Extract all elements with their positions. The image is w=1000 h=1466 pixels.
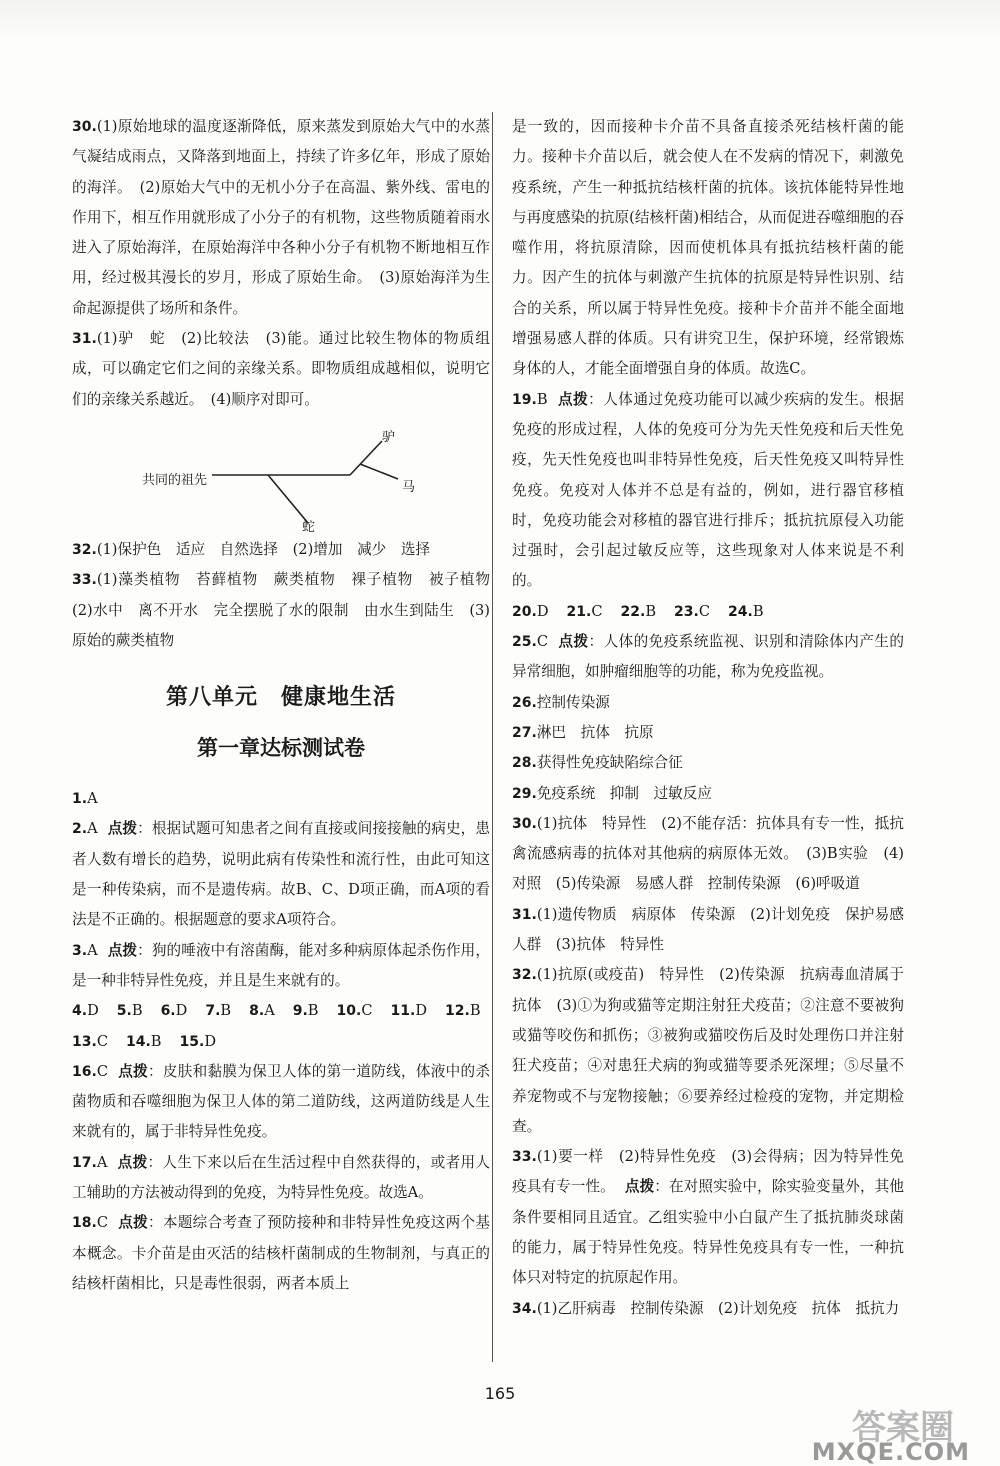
scan-edge (0, 0, 1000, 40)
answer-cell: 11.D (390, 1002, 428, 1020)
answer-cell: 7.B (205, 1002, 232, 1020)
answer-item: 18.C 点拨：本题综合考查了预防接种和非特异性免疫这两个基本概念。卡介苗是由灭活的结核杆菌制成的生物制剂，与真正的结核杆菌相比，只是毒性很弱，两者本质上 (72, 1214, 490, 1292)
tree-root-label: 共同的祖先 (142, 472, 208, 488)
answer-cell: 8.A (249, 1002, 275, 1020)
answer-cell: 9.B (292, 1002, 319, 1020)
answer-cell: 5.B (116, 1002, 143, 1020)
answer-cell: 12.B (445, 1002, 481, 1020)
tree-branch-a (350, 441, 382, 475)
tree-branch-b (360, 464, 398, 479)
answer-item: 26.控制传染源 (512, 693, 610, 711)
answer-item: 27.淋巴 抗体 抗原 (512, 723, 654, 741)
answer-item: 2.A 点拨：根据试题可知患者之间有直接或间接接触的病史，患者人数有增长的趋势，说明此病有传染性和流行性，由此可知这是一种传染病，而不是遗传病。故B、C、D项正确，而A项的看法是不正确的。根据题意的要求A项符合。 (72, 820, 490, 929)
answer-item: 17.A 点拨：人生下来以后在生活过程中自然获得的，或者用人工辅助的方法被动得到的免疫，为特异性免疫。故选A。 (72, 1153, 490, 1202)
answer-item: 33.(1)藻类植物 苔藓植物 蕨类植物 裸子植物 被子植物 (2)水中 离不开水 完全摆脱了水的限制 由水生到陆生 (3)原始的蕨类植物 (72, 571, 505, 649)
answer-item: 1.A (72, 790, 98, 808)
tree-lines (72, 419, 490, 529)
answer-item: 19.B 点拨：人体通过免疫功能可以减少疾病的发生。根据免疫的形成过程，人体的免疫可分为先天性免疫和后天性免疫，先天性免疫也叫非特异性免疫，后天性免疫又叫特异性免疫。免疫对人体并不总是有益的，例如，进行器官移植时，免疫功能会对移植的器官进行排斥；抵抗抗原侵入功能过强时，会引起过敏反应等，这些现象对人体来说是不利的。 (512, 390, 904, 590)
answer-item: 25.C 点拨：人体的免疫系统监视、识别和清除体内产生的异常细胞，如肿瘤细胞等的功能，称为免疫监视。 (512, 633, 904, 681)
answer-cell: 20.D (512, 602, 549, 620)
watermark-url: MXQE.COM (811, 1438, 970, 1466)
answer-item: 31.(1)驴 蛇 (2)比较法 (3)能。通过比较生物体的物质组成，可以确定它们之间的亲缘关系。即物质组成越相似，说明它们的亲缘关系越近。 (4)顺序对即可。 (72, 330, 490, 408)
answer-item: 29.免疫系统 抑制 过敏反应 (512, 784, 712, 802)
answer-cell: 4.D (72, 1002, 99, 1020)
tree-label-c: 蛇 (302, 519, 316, 535)
answer-item-continued: 是一致的，因而接种卡介苗不具备直接杀死结核杆菌的能力。接种卡介苗以后，就会使人在不发病的情况下，刺激免疫系统，产生一种抵抗结核杆菌的抗体。该抗体能特异性地与再度感染的抗原(结核杆菌)相结合，从而促进吞噬细胞的吞噬作用，将抗原清除，因而使机体具有抵抗结核杆菌的能力。因产生的抗体与刺激产生抗体的抗原是特异性识别、结合的关系，所以属于特异性免疫。接种卡介苗并不能全面地增强易感人群的体质。只有讲究卫生，保护环境，经常锻炼身体的人，才能全面增强自身的体质。故选C。 (512, 118, 904, 378)
answer-item: 32.(1)抗原(或疫苗) 特异性 (2)传染源 抗病毒血清属于抗体 (3)①为狗或猫等定期注射狂犬疫苗；②注意不要被狗或猫等咬伤和抓伤；③被狗或猫咬伤后及时处理伤口并注射狂犬疫苗；④对患狂犬病的狗或猫等要杀死深埋；⑤尽量不养宠物或不与宠物接触；⑥要养经过检疫的宠物，并定期检查。 (512, 966, 904, 1135)
answer-cell: 23.C (674, 602, 711, 620)
answer-item: 34.(1)乙肝病毒 控制传染源 (2)计划免疫 抗体 抵抗力 (512, 1299, 900, 1317)
answer-item: 31.(1)遗传物质 病原体 传染源 (2)计划免疫 保护易感人群 (3)抗体 特异性 (512, 905, 904, 954)
answer-cell: 22.B (620, 602, 657, 620)
tree-label-a: 驴 (382, 429, 396, 445)
answer-cell: 14.B (125, 1032, 162, 1050)
answer-row (72, 996, 490, 1026)
answer-cell: 13.C (72, 1032, 108, 1050)
answer-row (512, 597, 904, 627)
answer-item: 33.(1)要一样 (2)特异性免疫 (3)会得病；因为特异性免疫具有专一性。 点拨：在对照实验中，除实验变量外，其他条件要相同且适宜。乙组实验中小白鼠产生了抵抗肺炎球菌的能力，属于特异性免疫。特异性免疫具有专一性，一种抗体只对特定的抗原起作用。 (512, 1148, 904, 1287)
answer-item: 3.A 点拨：狗的唾液中有溶菌酶，能对多种病原体起杀伤作用，是一种非特异性免疫，并且是生来就有的。 (72, 941, 490, 989)
left-column (72, 112, 505, 1299)
right-column (512, 112, 904, 1324)
tree-label-b: 马 (402, 479, 416, 495)
answer-item: 28.获得性免疫缺陷综合征 (512, 754, 683, 772)
answer-cell: 10.C (336, 1002, 373, 1020)
answer-row (72, 1027, 490, 1057)
watermark-logo: 答案圈 (852, 1408, 954, 1448)
answer-item: 32.(1)保护色 适应 自然选择 (2)增加 减少 选择 (72, 540, 431, 558)
answer-cell: 21.C (566, 602, 603, 620)
answer-item: 30.(1)抗体 特异性 (2)不能存活：抗体具有专一性，抵抗禽流感病毒的抗体对其他病的病原体无效。 (3)B实验 (4)对照 (5)传染源 易感人群 控制传染源 (6)呼吸道 (512, 814, 904, 893)
answer-cell: 6.D (160, 1002, 188, 1020)
answer-item: 16.C 点拨：皮肤和黏膜为保卫人体的第一道防线，体液中的杀菌物质和吞噬细胞为保卫人体的第二道防线，这两道防线是人生来就有的，属于非特异性免疫。 (72, 1062, 490, 1141)
phylogenetic-tree (72, 419, 490, 535)
page-number: 165 (484, 1384, 516, 1403)
chapter-title: 第一章达标测试卷 (197, 736, 365, 761)
answer-cell: 15.D (179, 1032, 217, 1050)
column-divider (492, 112, 493, 1362)
answer-item: 30.(1)原始地球的温度逐渐降低，原来蒸发到原始大气中的水蒸气凝结成雨点，又降落到地面上，持续了许多亿年，形成了原始的海洋。 (2)原始大气中的无机小分子在高温、紫外线、雷电的作用下，相互作用就形成了小分子的有机物，这些物质随着雨水进入了原始海洋，在原始海洋中各种小分子有机物不断地相互作用，经过极其漫长的岁月，形成了原始生命。 (3)原始海洋为生命起源提供了场所和条件。 (72, 118, 490, 317)
unit-title: 第八单元 健康地生活 (165, 685, 396, 711)
answer-cell: 24.B (728, 602, 764, 620)
